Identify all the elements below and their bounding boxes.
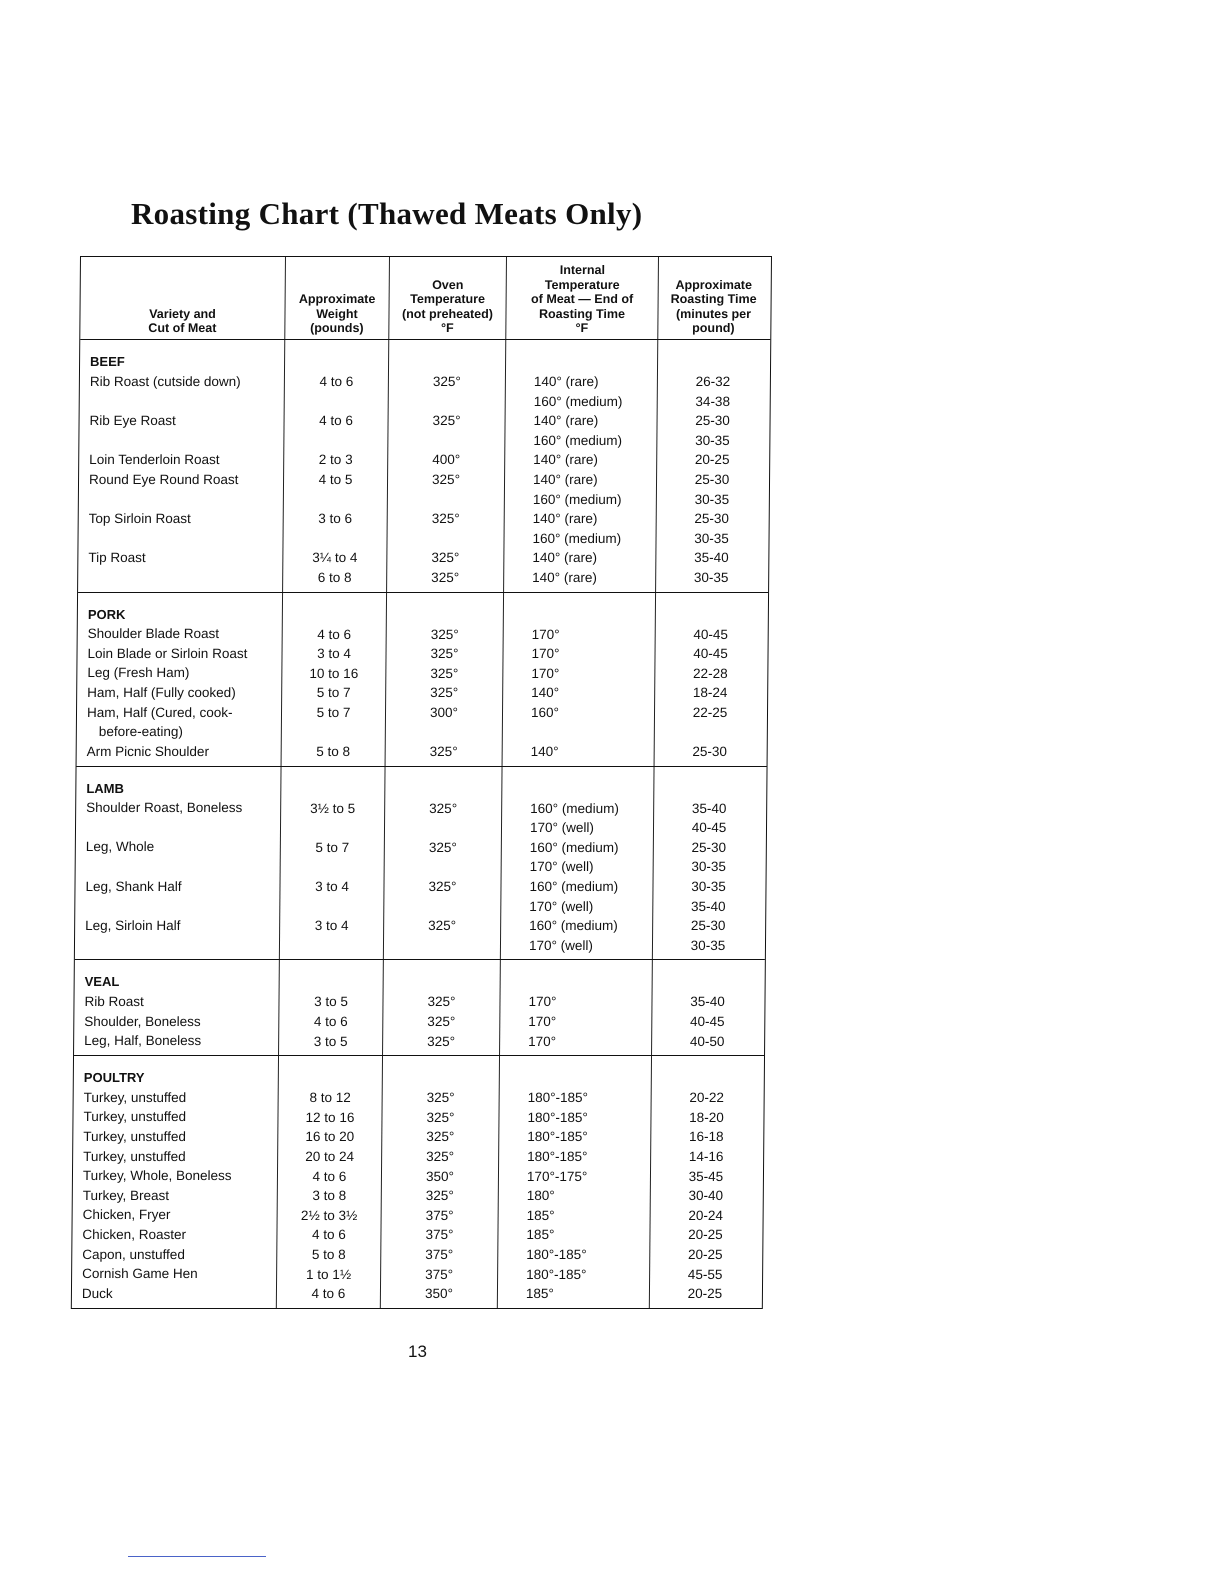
- time-cell: 26-32: [695, 374, 731, 389]
- weight-cell: 8 to 12: [309, 1090, 351, 1106]
- internal-temp-cell: 180°-185°: [527, 1149, 588, 1164]
- internal-temp-cell: 140° (rare): [532, 569, 597, 585]
- weight-cell: [280, 897, 383, 917]
- cut-cell: [85, 896, 279, 916]
- header-roasting-time: [657, 257, 769, 339]
- cut-cell: [90, 391, 284, 411]
- oven-temp-cell: 325°: [427, 1014, 456, 1030]
- internal-temp-cell: 180°: [526, 1188, 555, 1204]
- weight-column: [276, 1056, 382, 1308]
- oven-temp-cell: 325°: [426, 1090, 455, 1106]
- oven-temp-cell: 325°: [426, 1109, 455, 1125]
- internal-temp-cell: 140°: [530, 744, 559, 760]
- cut-cell: Turkey, Breast: [82, 1187, 170, 1203]
- internal-temp-cell: 180°-185°: [527, 1090, 589, 1106]
- weight-cell: 4 to 6: [313, 1014, 348, 1030]
- internal-temp-cell: 170°: [528, 1033, 557, 1049]
- time-cell: 20-25: [687, 1246, 723, 1262]
- internal-temp-cell: 160° (medium): [533, 432, 623, 448]
- oven-temp-cell: 325°: [430, 685, 459, 701]
- time-cell: 18-24: [692, 685, 728, 701]
- weight-cell: 5 to 7: [316, 704, 351, 720]
- cut-cell: Ham, Half (Cured, cook-: [86, 704, 233, 720]
- header-internal-temp: [505, 257, 658, 339]
- weight-cell: 16 to 20: [305, 1129, 355, 1145]
- internal-temp-cell: 170°: [528, 1014, 557, 1030]
- section-heading: LAMB: [86, 780, 124, 796]
- cut-cell: Loin Tenderloin Roast: [89, 451, 220, 467]
- weight-cell: 10 to 16: [309, 665, 359, 681]
- internal-temp-cell: 170°-175°: [526, 1168, 588, 1184]
- cut-cell: Rib Eye Roast: [89, 412, 176, 428]
- cut-cell: Leg, Sirloin Half: [85, 917, 181, 933]
- weight-cell: [284, 490, 387, 510]
- section-heading: POULTRY: [83, 1070, 145, 1086]
- cut-cell: [89, 430, 283, 450]
- cut-cell: before-eating): [98, 724, 183, 740]
- internal-temp-cell: 160° (medium): [533, 393, 623, 409]
- time-cell: 25-30: [691, 839, 727, 855]
- time-cell: 35-40: [694, 550, 729, 566]
- cut-cell: Chicken, Roaster: [82, 1226, 187, 1242]
- oven-temp-cell: 325°: [426, 1129, 455, 1145]
- time-cell: 22-28: [693, 665, 728, 681]
- time-cell: 20-22: [689, 1090, 724, 1106]
- oven-temp-cell: 375°: [425, 1227, 454, 1243]
- cut-cell: Leg (Fresh Ham): [87, 665, 190, 681]
- oven-temp-cell: 325°: [431, 569, 460, 585]
- oven-temp-cell: 325°: [431, 550, 460, 566]
- weight-cell: [281, 818, 384, 838]
- page-title: Roasting Chart (Thawed Meats Only): [131, 196, 643, 231]
- oven-temp-cell: 325°: [425, 1188, 454, 1204]
- internal-temp-cell: 170°: [531, 626, 560, 642]
- cut-cell: Leg, Shank Half: [85, 878, 182, 894]
- internal-temp-cell: 140° (rare): [533, 413, 599, 429]
- header-line: Roasting Time: [670, 292, 757, 307]
- cut-column: [72, 1056, 278, 1308]
- weight-cell: 3 to 8: [312, 1188, 347, 1204]
- footer-rule: [128, 1556, 266, 1557]
- time-cell: 16-18: [688, 1129, 724, 1145]
- section-pork: [77, 593, 769, 767]
- oven-temp-cell: [388, 431, 504, 451]
- time-cell: 30-35: [694, 530, 729, 546]
- oven-temp-cell: 350°: [425, 1168, 455, 1184]
- header-line: Temperature: [544, 277, 620, 292]
- time-cell: 40-50: [689, 1033, 725, 1049]
- header-line: pound): [692, 321, 735, 336]
- oven-temp-cell: 325°: [427, 1033, 456, 1049]
- oven-temp-cell: 300°: [429, 704, 459, 720]
- cut-cell: Shoulder, Boneless: [84, 1013, 201, 1029]
- cut-cell: Round Eye Round Roast: [88, 471, 239, 487]
- oven-temp-cell: 375°: [425, 1207, 454, 1223]
- oven-temp-cell: [388, 490, 504, 510]
- time-cell: 30-35: [691, 859, 726, 875]
- time-cell: 25-30: [692, 744, 728, 760]
- weight-cell: 3 to 6: [318, 511, 353, 527]
- oven-temp-cell: 325°: [432, 374, 461, 389]
- weight-cell: [283, 529, 386, 549]
- internal-temp-cell: 170°: [531, 646, 560, 662]
- internal-temp-cell: 185°: [525, 1286, 554, 1302]
- internal-temp-cell: 170° (well): [529, 898, 594, 914]
- cut-column: [74, 960, 279, 1055]
- internal-temp-cell: 160° (medium): [530, 800, 619, 816]
- oven-temp-column: [385, 593, 504, 766]
- weight-cell: 4 to 6: [317, 626, 352, 642]
- time-column: [655, 340, 768, 592]
- cut-cell: Shoulder Roast, Boneless: [86, 800, 243, 816]
- cut-cell: Leg, Whole: [85, 839, 155, 855]
- weight-cell: [284, 431, 387, 451]
- oven-temp-cell: 325°: [428, 839, 457, 855]
- internal-temp-cell: 170°: [528, 994, 557, 1010]
- oven-temp-cell: 325°: [430, 646, 459, 662]
- internal-temp-column: [502, 593, 656, 766]
- header-line: Approximate: [675, 277, 753, 292]
- time-cell: 35-45: [688, 1168, 724, 1184]
- weight-cell: 4 to 6: [319, 374, 354, 389]
- oven-temp-column: [386, 340, 505, 592]
- internal-temp-cell: 160° (medium): [529, 918, 618, 934]
- oven-temp-cell: [384, 897, 500, 917]
- time-cell: 40-45: [693, 646, 728, 662]
- weight-column: [282, 340, 388, 592]
- internal-temp-cell: 140°: [531, 685, 560, 701]
- oven-temp-cell: 325°: [426, 1149, 455, 1164]
- time-cell: 20-24: [688, 1207, 723, 1223]
- oven-temp-column: [380, 1056, 499, 1308]
- weight-cell: 20 to 24: [305, 1149, 355, 1164]
- time-cell: 35-40: [690, 898, 726, 914]
- weight-cell: 6 to 8: [317, 569, 352, 585]
- weight-column: [281, 593, 387, 766]
- header-weight: [284, 257, 389, 339]
- time-cell: 20-25: [687, 1286, 723, 1302]
- weight-cell: 4 to 6: [312, 1227, 346, 1243]
- header-line: °F: [440, 321, 454, 336]
- cut-cell: Turkey, unstuffed: [83, 1109, 187, 1125]
- header-line: of Meat — End of: [531, 292, 634, 307]
- weight-cell: 3 to 4: [317, 646, 351, 662]
- internal-temp-cell: 170° (well): [528, 937, 593, 953]
- cut-cell: Chicken, Fryer: [82, 1207, 171, 1223]
- internal-temp-cell: 180°-185°: [527, 1109, 588, 1125]
- time-cell: [655, 723, 765, 743]
- cut-cell: [85, 935, 279, 955]
- cut-cell: Turkey, Whole, Boneless: [82, 1168, 232, 1184]
- weight-cell: 12 to 16: [305, 1109, 355, 1125]
- oven-temp-cell: [384, 936, 500, 956]
- section-heading: PORK: [87, 606, 126, 622]
- time-cell: 30-40: [688, 1188, 724, 1204]
- cut-cell: Shoulder Blade Roast: [87, 626, 220, 642]
- cut-cell: [88, 568, 282, 588]
- cut-cell: Turkey, unstuffed: [83, 1089, 187, 1105]
- internal-temp-cell: 185°: [526, 1207, 555, 1223]
- weight-cell: 3 to 5: [314, 994, 348, 1010]
- time-cell: 25-30: [695, 413, 730, 429]
- weight-cell: [281, 857, 384, 877]
- header-line: Internal: [559, 263, 606, 278]
- time-cell: 20-25: [694, 452, 730, 468]
- internal-temp-cell: 140° (rare): [533, 452, 598, 468]
- cut-cell: [89, 489, 283, 509]
- internal-temp-column: [499, 960, 652, 1055]
- header-line: (not preheated): [401, 306, 494, 321]
- time-cell: 14-16: [688, 1149, 724, 1164]
- weight-cell: 5 to 7: [315, 839, 350, 855]
- internal-temp-cell: 140° (rare): [532, 550, 598, 566]
- time-cell: 25-30: [694, 471, 730, 487]
- time-cell: 40-45: [691, 820, 727, 836]
- time-cell: 40-45: [693, 626, 729, 642]
- section-veal: [74, 960, 765, 1056]
- internal-temp-column: [503, 340, 657, 592]
- cut-column: [75, 767, 281, 960]
- internal-temp-cell: 160° (medium): [529, 839, 619, 855]
- oven-temp-cell: 325°: [429, 800, 458, 816]
- weight-cell: 2 to 3: [318, 452, 353, 468]
- time-cell: 34-38: [695, 393, 731, 409]
- header-line: Roasting Time: [538, 306, 626, 321]
- cut-cell: Loin Blade or Sirloin Roast: [87, 645, 248, 661]
- oven-temp-cell: 400°: [432, 452, 461, 468]
- oven-temp-cell: 375°: [425, 1246, 454, 1262]
- weight-cell: 3 to 5: [313, 1033, 348, 1049]
- oven-temp-cell: 325°: [430, 626, 459, 642]
- oven-temp-cell: 325°: [429, 744, 458, 760]
- oven-temp-cell: [387, 529, 503, 549]
- oven-temp-cell: 325°: [432, 413, 461, 429]
- cut-cell: Tip Roast: [88, 549, 146, 565]
- oven-temp-cell: [389, 392, 505, 412]
- time-cell: 30-35: [695, 432, 730, 448]
- cut-cell: Duck: [81, 1285, 113, 1301]
- weight-cell: 3½ to 5: [310, 800, 356, 816]
- internal-temp-cell: 160° (medium): [532, 530, 622, 546]
- header-line: (minutes per: [675, 306, 752, 321]
- time-cell: 30-35: [691, 879, 726, 895]
- internal-temp-cell: 140° (rare): [533, 374, 599, 389]
- weight-cell: [285, 392, 388, 412]
- time-column: [651, 960, 763, 1055]
- cut-cell: Rib Roast (cutside down): [89, 373, 241, 389]
- internal-temp-cell: 160° (medium): [532, 491, 622, 507]
- internal-temp-cell: 180°-185°: [526, 1266, 587, 1282]
- time-cell: 18-20: [689, 1109, 724, 1125]
- weight-cell: 4 to 6: [319, 413, 354, 429]
- cut-cell: Leg, Half, Boneless: [84, 1033, 202, 1049]
- internal-temp-cell: 140° (rare): [532, 471, 598, 487]
- section-lamb: [75, 767, 767, 961]
- section-heading: BEEF: [90, 354, 125, 369]
- cut-cell: [86, 857, 280, 877]
- cut-column: [78, 340, 284, 592]
- section-poultry: [72, 1056, 764, 1308]
- weight-cell: [280, 936, 383, 956]
- internal-temp-cell: 140° (rare): [532, 511, 598, 527]
- weight-cell: 4 to 6: [311, 1286, 346, 1302]
- time-cell: 30-35: [693, 569, 729, 585]
- weight-cell: 4 to 6: [312, 1168, 347, 1184]
- oven-temp-cell: [386, 723, 502, 743]
- internal-temp-column: [500, 767, 654, 960]
- oven-temp-column: [383, 767, 502, 960]
- time-cell: 25-30: [694, 511, 730, 527]
- weight-cell: 5 to 8: [311, 1246, 346, 1262]
- weight-cell: 5 to 8: [316, 744, 351, 760]
- internal-temp-cell: 180°-185°: [526, 1246, 587, 1262]
- time-cell: 30-35: [694, 491, 730, 507]
- oven-temp-cell: 350°: [424, 1286, 453, 1302]
- weight-cell: 2½ to 3½: [300, 1207, 358, 1223]
- time-cell: 35-40: [691, 800, 727, 816]
- internal-temp-cell: 185°: [526, 1227, 555, 1243]
- weight-cell: 4 to 5: [318, 471, 353, 487]
- oven-temp-cell: [385, 818, 501, 838]
- time-column: [652, 767, 765, 960]
- header-variety: [80, 257, 285, 339]
- weight-column: [279, 767, 385, 960]
- weight-cell: 3 to 4: [315, 879, 349, 895]
- internal-temp-column: [497, 1056, 651, 1308]
- internal-temp-cell: 180°-185°: [527, 1129, 588, 1145]
- header-line: Approximate: [298, 292, 376, 307]
- header-oven-temp: [388, 257, 506, 339]
- oven-temp-cell: 325°: [431, 511, 460, 527]
- roasting-chart-table: [71, 256, 772, 1309]
- oven-temp-cell: 325°: [428, 918, 457, 934]
- cut-cell: Rib Roast: [84, 994, 144, 1010]
- header-line: Temperature: [410, 292, 486, 307]
- header-line: Weight: [316, 306, 358, 321]
- time-cell: 20-25: [688, 1227, 723, 1243]
- time-cell: 25-30: [690, 918, 726, 934]
- internal-temp-cell: [503, 723, 654, 743]
- weight-cell: 3¼ to 4: [312, 550, 358, 566]
- cut-cell: Turkey, unstuffed: [83, 1129, 186, 1144]
- header-line: (pounds): [310, 321, 364, 336]
- cut-cell: Cornish Game Hen: [82, 1266, 198, 1282]
- cut-cell: Arm Picnic Shoulder: [86, 743, 210, 759]
- cut-cell: [88, 528, 282, 548]
- oven-temp-cell: [385, 857, 501, 877]
- oven-temp-cell: 325°: [427, 994, 456, 1010]
- cut-cell: Turkey, unstuffed: [83, 1148, 186, 1164]
- internal-temp-cell: 170°: [531, 665, 560, 681]
- weight-cell: 5 to 7: [316, 685, 351, 701]
- oven-temp-cell: 325°: [430, 665, 459, 681]
- section-heading: VEAL: [84, 974, 120, 990]
- internal-temp-cell: 160°: [530, 704, 560, 720]
- header-line: Oven: [432, 277, 464, 292]
- internal-temp-cell: 160° (medium): [529, 879, 619, 895]
- time-column: [654, 593, 767, 766]
- time-cell: 40-45: [689, 1014, 725, 1030]
- page-number: 13: [408, 1342, 427, 1361]
- header-line: Cut of Meat: [148, 321, 217, 336]
- internal-temp-cell: 170° (well): [529, 820, 594, 836]
- cut-column: [77, 593, 283, 766]
- cut-cell: Top Sirloin Roast: [88, 510, 191, 526]
- weight-cell: 3 to 4: [314, 918, 349, 934]
- header-line: °F: [575, 321, 589, 336]
- cut-cell: Capon, unstuffed: [82, 1246, 185, 1262]
- time-cell: 22-25: [692, 704, 728, 720]
- oven-temp-column: [382, 960, 500, 1055]
- section-beef: [78, 340, 770, 593]
- header-line: Variety and: [149, 306, 216, 321]
- cut-cell: Ham, Half (Fully cooked): [87, 684, 236, 700]
- table-body: [72, 340, 770, 1308]
- table-header: [80, 257, 771, 340]
- weight-cell: [282, 723, 385, 743]
- cut-cell: [86, 818, 280, 838]
- oven-temp-cell: 325°: [428, 879, 457, 895]
- time-cell: 45-55: [687, 1266, 723, 1282]
- time-cell: 30-35: [690, 937, 726, 953]
- oven-temp-cell: 325°: [432, 471, 461, 487]
- weight-cell: 1 to 1½: [306, 1266, 352, 1282]
- internal-temp-cell: 170° (well): [529, 859, 594, 875]
- time-column: [649, 1056, 762, 1308]
- weight-column: [278, 960, 383, 1055]
- time-cell: 35-40: [690, 994, 725, 1010]
- oven-temp-cell: 375°: [425, 1266, 454, 1282]
